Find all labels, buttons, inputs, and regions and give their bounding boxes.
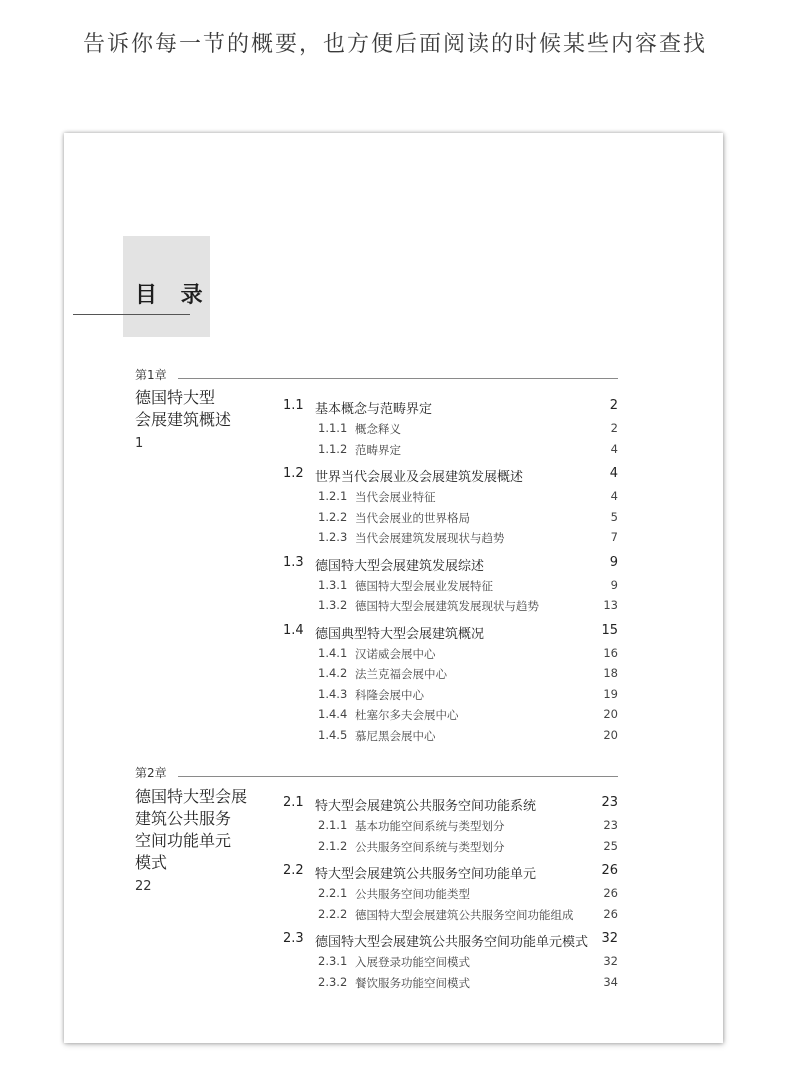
toc-subsection-row <box>0 489 790 509</box>
entry-page: 13 <box>603 598 618 612</box>
entry-title: 德国特大型会展建筑公共服务空间功能单元模式 <box>315 935 589 950</box>
toc-subsection-row <box>0 421 790 441</box>
toc-subsection-row <box>0 530 790 550</box>
entry-title: 法兰克福会展中心 <box>355 667 447 681</box>
entry-title: 德国特大型会展建筑发展综述 <box>315 558 485 574</box>
toc-subsection-row <box>0 598 790 618</box>
entry-page: 32 <box>603 954 618 968</box>
entry-title: 科隆会展中心 <box>355 687 424 702</box>
toc-subsection-row <box>0 954 790 974</box>
entry-page: 9 <box>609 554 618 570</box>
entry-page: 2 <box>610 421 618 435</box>
page-caption: 告诉你每一节的概要，也方便后面阅读的时候某些内容查找 <box>82 32 707 57</box>
entry-title: 汉诺威会展中心 <box>355 646 436 661</box>
entry-title: 当代会展建筑发展现状与趋势 <box>355 531 505 545</box>
chapter-rule <box>178 776 618 777</box>
entry-number: 1.1 <box>283 398 304 413</box>
entry-page: 4 <box>610 489 618 503</box>
entry-page: 4 <box>609 466 618 481</box>
entry-number: 2.1.1 <box>318 818 348 832</box>
entry-page: 26 <box>603 886 618 900</box>
entry-page: 15 <box>601 622 618 638</box>
toc-subsection-row <box>0 886 790 906</box>
entry-number: 1.2.1 <box>318 489 348 503</box>
toc-subsection-row <box>0 510 790 530</box>
entry-page: 25 <box>603 838 618 853</box>
entry-title: 当代会展业的世界格局 <box>355 510 470 525</box>
entry-number: 2.2.1 <box>318 886 348 900</box>
entry-number: 1.4 <box>283 622 304 638</box>
entry-number: 1.3 <box>283 554 304 570</box>
entry-title: 餐饮服务功能空间模式 <box>355 975 470 990</box>
entry-page: 16 <box>603 645 618 660</box>
entry-page: 20 <box>603 707 618 721</box>
toc-subsection-row <box>0 707 790 727</box>
entry-page: 34 <box>603 974 618 989</box>
toc-title: 目 录 <box>135 283 211 308</box>
entry-number: 1.4.3 <box>318 686 348 701</box>
entry-page: 26 <box>603 906 618 921</box>
entry-page: 23 <box>603 818 618 832</box>
entry-page: 20 <box>603 727 618 742</box>
entry-title: 德国典型特大型会展建筑概况 <box>315 626 485 642</box>
chapter-title-line: 模式 <box>135 853 168 872</box>
entry-page: 32 <box>601 931 618 946</box>
toc-section-row <box>0 863 790 883</box>
toc-subsection-row <box>0 442 790 462</box>
toc-section-row <box>0 795 790 815</box>
toc-subsection-row <box>0 666 790 686</box>
entry-number: 1.4.2 <box>318 666 348 680</box>
entry-number: 2.2.2 <box>318 906 348 921</box>
entry-title: 概念释义 <box>355 422 401 436</box>
entry-title: 入展登录功能空间模式 <box>355 955 470 969</box>
entry-page: 7 <box>610 530 618 544</box>
chapter-title-line: 德国特大型会展 <box>135 787 248 806</box>
toc-section-row <box>0 931 790 951</box>
entry-title: 德国特大型会展建筑发展现状与趋势 <box>355 599 539 613</box>
toc-subsection-row <box>0 728 790 748</box>
toc-subsection-row <box>0 646 790 666</box>
entry-number: 2.1 <box>283 795 304 810</box>
chapter-title-line: 建筑公共服务 <box>135 809 232 828</box>
toc-subsection-row <box>0 839 790 859</box>
entry-page: 9 <box>610 577 618 592</box>
entry-title: 范畴界定 <box>355 442 401 457</box>
entry-number: 1.1.2 <box>318 441 348 456</box>
entry-title: 当代会展业特征 <box>355 490 436 504</box>
entry-number: 2.3.1 <box>318 954 348 968</box>
entry-number: 1.2 <box>283 466 304 481</box>
chapter-title-line: 会展建筑概述 <box>135 410 232 429</box>
entry-title: 德国特大型会展建筑公共服务空间功能组成 <box>355 907 574 922</box>
chapter-title-line: 空间功能单元 <box>135 831 232 850</box>
chapter-label: 第2章 <box>135 766 167 780</box>
entry-number: 2.3.2 <box>318 974 348 989</box>
entry-title: 基本功能空间系统与类型划分 <box>355 819 505 833</box>
entry-title: 慕尼黑会展中心 <box>355 728 436 743</box>
entry-title: 公共服务空间功能类型 <box>355 887 470 901</box>
entry-title: 公共服务空间系统与类型划分 <box>355 839 505 854</box>
toc-title-rule <box>73 314 190 315</box>
entry-title: 基本概念与范畴界定 <box>315 402 433 417</box>
entry-title: 德国特大型会展业发展特征 <box>355 578 493 593</box>
entry-title: 特大型会展建筑公共服务空间功能单元 <box>315 867 537 882</box>
entry-page: 18 <box>603 666 618 680</box>
toc-section-row <box>0 398 790 418</box>
chapter-start-page: 22 <box>135 879 152 894</box>
entry-number: 1.4.4 <box>318 707 348 721</box>
entry-page: 2 <box>609 398 618 413</box>
entry-page: 26 <box>601 863 618 878</box>
entry-title: 世界当代会展业及会展建筑发展概述 <box>315 470 524 485</box>
entry-number: 1.4.5 <box>318 727 348 742</box>
toc-subsection-row <box>0 818 790 838</box>
entry-page: 23 <box>601 795 618 810</box>
entry-page: 4 <box>610 441 618 456</box>
entry-number: 1.1.1 <box>318 421 348 435</box>
toc-section-row <box>0 623 790 643</box>
entry-number: 2.1.2 <box>318 838 348 853</box>
entry-number: 1.3.2 <box>318 598 348 612</box>
entry-number: 1.2.2 <box>318 509 348 524</box>
chapter-label: 第1章 <box>135 368 167 382</box>
entry-number: 2.2 <box>283 863 304 878</box>
chapter-title-line: 德国特大型 <box>135 388 216 407</box>
entry-number: 1.2.3 <box>318 530 348 544</box>
toc-subsection-row <box>0 687 790 707</box>
chapter-start-page: 1 <box>135 436 144 451</box>
entry-title: 特大型会展建筑公共服务空间功能系统 <box>315 799 537 814</box>
entry-page: 19 <box>603 686 618 701</box>
chapter-rule <box>178 378 618 379</box>
entry-number: 1.3.1 <box>318 577 348 592</box>
toc-section-row <box>0 555 790 575</box>
entry-title: 杜塞尔多夫会展中心 <box>355 708 459 722</box>
toc-subsection-row <box>0 975 790 995</box>
toc-subsection-row <box>0 578 790 598</box>
entry-number: 2.3 <box>283 931 304 946</box>
toc-section-row <box>0 466 790 486</box>
toc-subsection-row <box>0 907 790 927</box>
entry-page: 5 <box>610 509 618 524</box>
entry-number: 1.4.1 <box>318 645 348 660</box>
